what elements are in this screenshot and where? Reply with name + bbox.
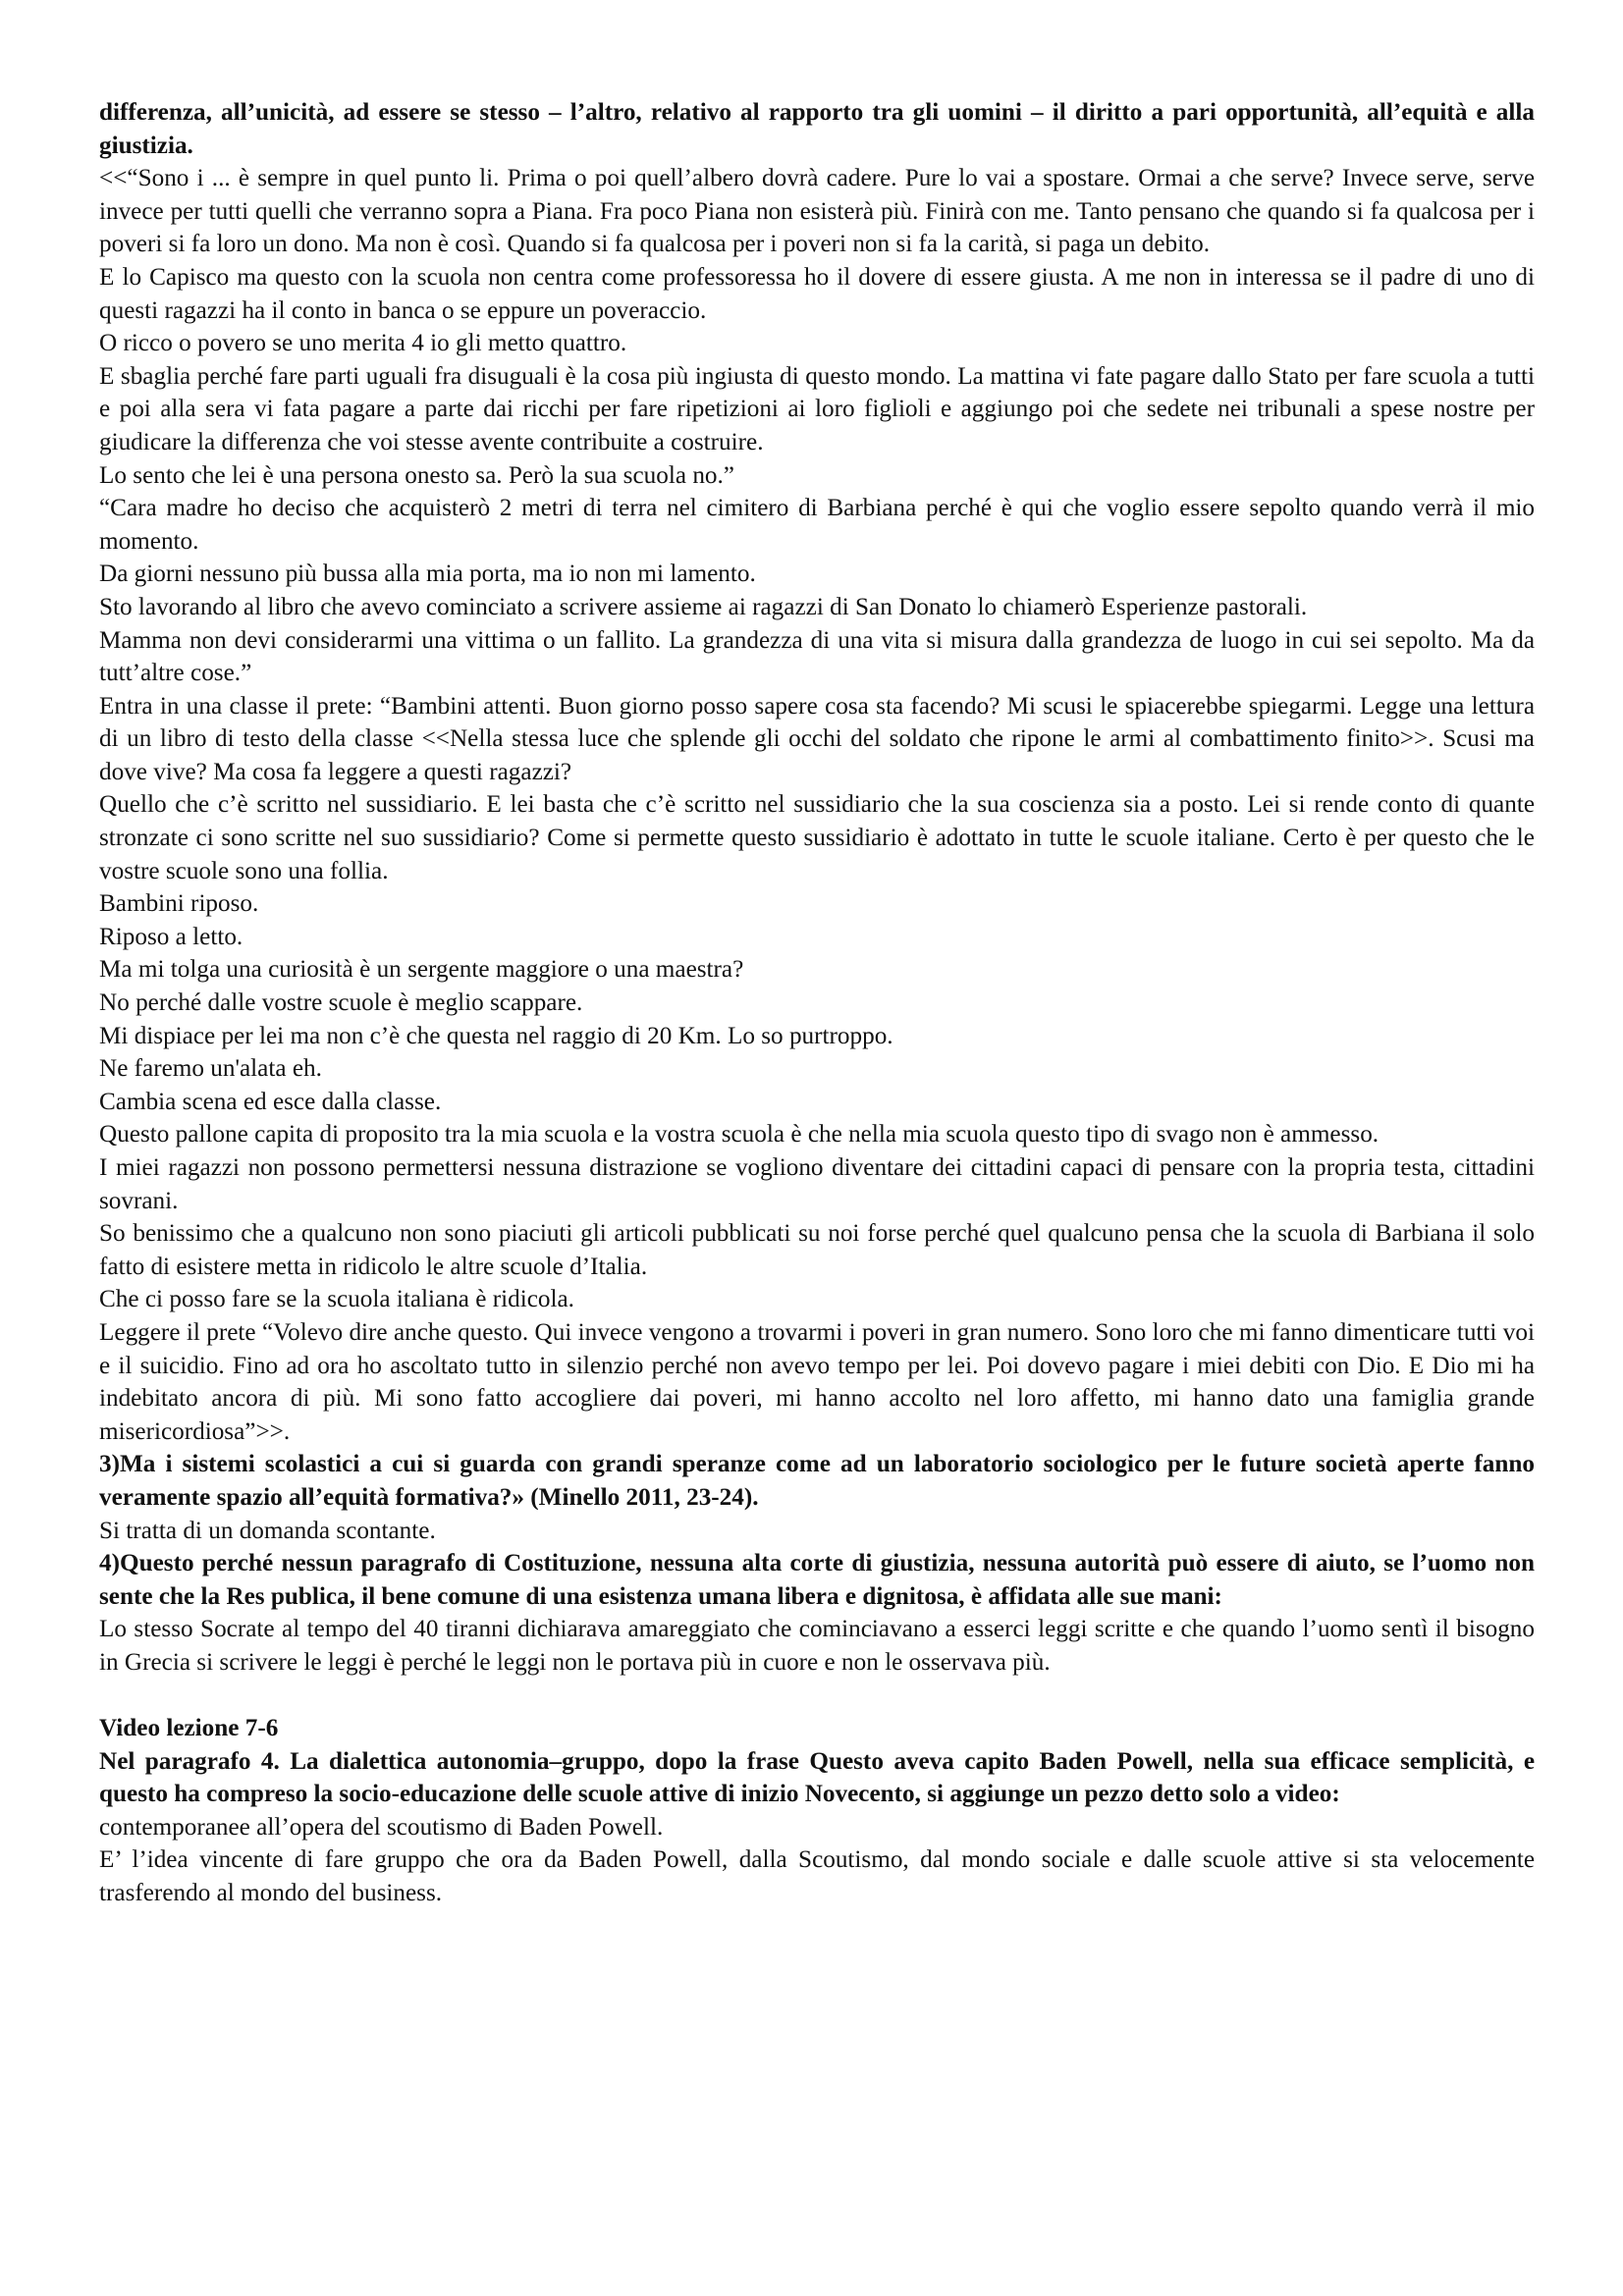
paragraph: Cambia scena ed esce dalla classe. <box>99 1088 442 1115</box>
paragraph: E’ l’idea vincente di fare gruppo che ora da Baden Powell, dalla Scoutismo, dal mondo sociale e dalle scuole attive si sta velocemente trasferendo al mondo del business. <box>99 1846 1535 1907</box>
paragraph: So benissimo che a qualcuno non sono piaciuti gli articoli pubblicati su noi forse perché quel qualcuno pensa che la scuola di Barbiana il solo fatto di esistere metta in ridicolo le altre scuole d’Italia. <box>99 1220 1535 1280</box>
paragraph: “Cara madre ho deciso che acquisterò 2 metri di terra nel cimitero di Barbiana perché è qui che voglio essere sepolto quando verrà il mio momento. <box>99 495 1535 555</box>
blank-line <box>99 1680 1535 1713</box>
paragraph: Quello che c’è scritto nel sussidiario. E lei basta che c’è scritto nel sussidiario che la sua coscienza sia a posto. Lei si rende conto di quante stronzate ci sono scritte nel suo sussidiario? Come si permette questo sussidiario è adottato in tutte le scuole italiane. Certo è per questo che le vostre scuole sono una follia. <box>99 791 1535 884</box>
paragraph: Ma mi tolga una curiosità è un sergente maggiore o una maestra? <box>99 956 744 984</box>
paragraph: Questo pallone capita di proposito tra la mia scuola e la vostra scuola è che nella mia scuola questo tipo di svago non è ammesso. <box>99 1121 1380 1148</box>
paragraph: Sto lavorando al libro che avevo cominciato a scrivere assieme ai ragazzi di San Donato lo chiamerò Esperienze pastorali. <box>99 593 1308 620</box>
paragraph: Entra in una classe il prete: “Bambini attenti. Buon giorno posso sapere cosa sta facendo? Mi scusi le spiacerebbe spiegarmi. Legge una lettura di un libro di testo della classe <<Nella stessa luce che splende gli occhi del soldato che ripone le armi al combattimento finito>>. Scusi ma dove vive? Ma cosa fa leggere a questi ragazzi? <box>99 692 1535 785</box>
paragraph: Da giorni nessuno più bussa alla mia porta, ma io non mi lamento. <box>99 561 756 588</box>
paragraph: Che ci posso fare se la scuola italiana è ridicola. <box>99 1286 574 1313</box>
bold-paragraph: differenza, all’unicità, ad essere se stesso – l’altro, relativo al rapporto tra gli uomini – il diritto a pari opportunità, all’equità e alla giustizia. <box>99 99 1535 159</box>
paragraph: No perché dalle vostre scuole è meglio scappare. <box>99 989 583 1017</box>
paragraph: contemporanee all’opera del scoutismo di Baden Powell. <box>99 1813 664 1841</box>
document-page <box>99 96 1535 1910</box>
paragraph: I miei ragazzi non possono permettersi nessuna distrazione se vogliono diventare dei cittadini capaci di pensare con la propria testa, cittadini sovrani. <box>99 1154 1535 1214</box>
paragraph: E lo Capisco ma questo con la scuola non centra come professoressa ho il dovere di essere giusta. A me non in interessa se il padre di uno di questi ragazzi ha il conto in banca o se eppure un poveraccio. <box>99 263 1535 324</box>
paragraph: Lo stesso Socrate al tempo del 40 tiranni dichiarava amareggiato che cominciavano a esserci leggi scritte e che quando l’uomo sentì il bisogno in Grecia si scrivere le leggi è perché le leggi non le portava più in cuore e non le osservava più. <box>99 1616 1535 1676</box>
bold-paragraph: Video lezione 7-6 <box>99 1715 279 1742</box>
bold-paragraph: 3)Ma i sistemi scolastici a cui si guarda con grandi speranze come ad un laboratorio sociologico per le future società aperte fanno veramente spazio all’equità formativa?» (Minello 2011, 23-24). <box>99 1451 1535 1511</box>
paragraph: Leggere il prete “Volevo dire anche questo. Qui invece vengono a trovarmi i poveri in gran numero. Sono loro che mi fanno dimenticare tutti voi e il suicidio. Fino ad ora ho ascoltato tutto in silenzio perché non avevo tempo per lei. Poi dovevo pagare i miei debiti con Dio. E Dio mi ha indebitato ancora di più. Mi sono fatto accogliere dai poveri, mi hanno accolto nel loro affetto, mi hanno dato una famiglia grande misericordiosa”>>. <box>99 1318 1535 1445</box>
paragraph: E sbaglia perché fare parti uguali fra disuguali è la cosa più ingiusta di questo mondo. La mattina vi fate pagare dallo Stato per fare scuola a tutti e poi alla sera vi fata pagare a parte dai ricchi per fare ripetizioni ai loro figlioli e aggiungo poi che sedete nei tribunali a spese nostre per giudicare la differenza che voi stesse avente contribuite a costruire. <box>99 362 1535 455</box>
paragraph: Mamma non devi considerarmi una vittima o un fallito. La grandezza di una vita si misura dalla grandezza de luogo in cui sei sepolto. Ma da tutt’altre cose.” <box>99 626 1535 687</box>
paragraph: Lo sento che lei è una persona onesto sa. Però la sua scuola no.” <box>99 461 734 489</box>
paragraph: Mi dispiace per lei ma non c’è che questa nel raggio di 20 Km. Lo so purtroppo. <box>99 1022 893 1049</box>
paragraph: Riposo a letto. <box>99 923 243 950</box>
paragraph: Bambini riposo. <box>99 890 259 918</box>
bold-paragraph: Nel paragrafo 4. La dialettica autonomia–gruppo, dopo la frase Questo aveva capito Baden Powell, nella sua efficace semplicità, e questo ha compreso la socio-educazione delle scuole attive di inizio Novecento, si aggiunge un pezzo detto solo a video: <box>99 1747 1535 1808</box>
paragraph: Ne faremo un'alata eh. <box>99 1055 322 1083</box>
bold-paragraph: 4)Questo perché nessun paragrafo di Costituzione, nessuna alta corte di giustizia, nessuna autorità può essere di aiuto, se l’uomo non sente che la Res publica, il bene comune di una esistenza umana libera e dignitosa, è affidata alle sue mani: <box>99 1550 1535 1610</box>
paragraph: <<“Sono i ... è sempre in quel punto li. Prima o poi quell’albero dovrà cadere. Pure lo vai a spostare. Ormai a che serve? Invece serve, serve invece per tutti quelli che verranno sopra a Piana. Fra poco Piana non esisterà più. Finirà con me. Tanto pensano che quando si fa qualcosa per i poveri si fa loro un dono. Ma non è così. Quando si fa qualcosa per i poveri non si fa la carità, si paga un debito. <box>99 165 1535 258</box>
paragraph: Si tratta di un domanda scontante. <box>99 1517 436 1544</box>
paragraph: O ricco o povero se uno merita 4 io gli metto quattro. <box>99 330 627 357</box>
